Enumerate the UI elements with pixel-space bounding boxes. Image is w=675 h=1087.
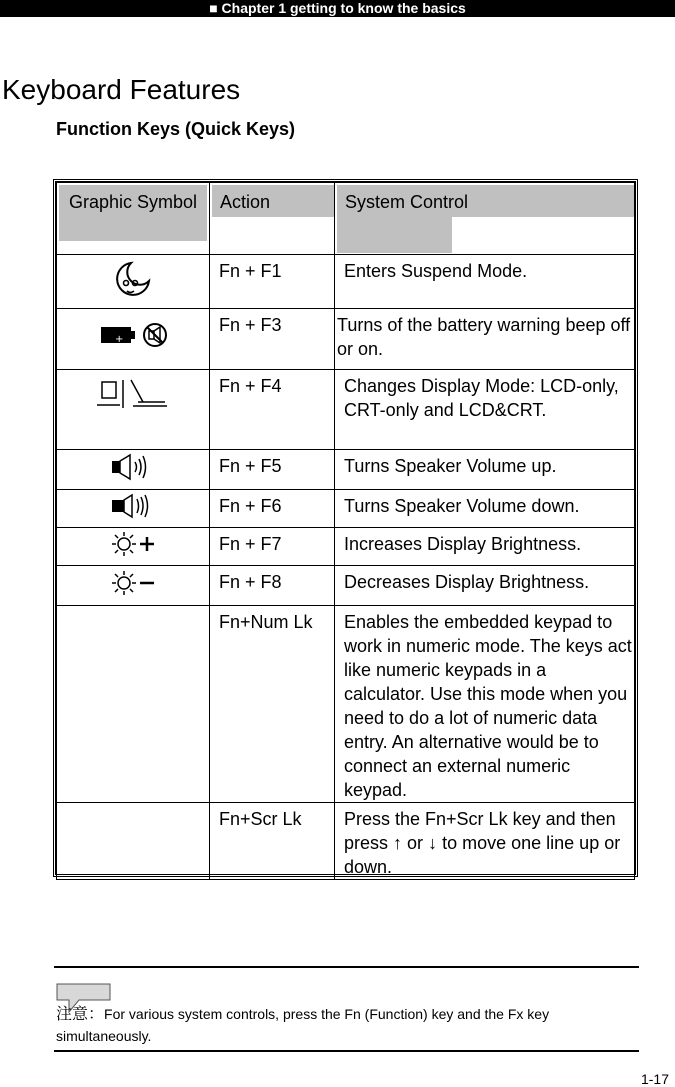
table-header-row [57,183,635,255]
note [56,1003,641,1047]
section-subtitle: Function Keys (Quick Keys) [56,119,296,139]
function-keys-table [53,179,638,877]
action-cell: Fn + F6 [210,490,335,528]
action-cell: Fn + F1 [210,255,335,309]
down-arrow-icon: ↓ [428,833,438,853]
action-cell: Fn + F8 [210,566,335,606]
table-row [57,528,635,566]
system-cell: Increases Display Brightness. [335,528,635,566]
section-title: Keyboard Features [2,74,241,105]
system-cell: Turns Speaker Volume down. [335,490,635,528]
action-cell: Fn + F5 [210,450,335,490]
system-cell: Turns of the battery warning beep off or on. [335,309,635,370]
action-cell: Fn + F3 [210,309,335,370]
system-cell: Enters Suspend Mode. [335,255,635,309]
brightness-down-icon [57,566,210,606]
system-cell: Turns Speaker Volume up. [335,450,635,490]
battery-mute-icon [57,309,210,370]
svg-text:+: + [115,334,124,345]
note-divider-top [54,966,639,968]
action-cell: Fn+Scr Lk [210,803,335,880]
display-mode-icon [57,370,210,450]
action-cell: Fn+Num Lk [210,606,335,803]
table-row [57,490,635,528]
table-row [57,370,635,450]
action-cell: Fn + F7 [210,528,335,566]
icon-cell-empty [57,803,210,880]
note-text: For various system controls, press the Fn (Function) key and the Fx key simultaneously. [56,1006,550,1044]
header-action: Action [210,183,335,255]
system-cell: Enables the embedded keypad to work in numeric mode. The keys act like numeric keypads in a calculator. Use this mode when you need to do a lot of numeric data entry. An alternative would be to connect an external numeric keypad. [335,606,635,803]
action-cell: Fn + F4 [210,370,335,450]
table-row [57,309,635,370]
header-graphic: Graphic Symbol [57,183,210,255]
table-row [57,606,635,803]
header-system: System Control [335,183,635,255]
volume-up-icon [57,450,210,490]
icon-cell-empty [57,606,210,803]
chapter-header: ■ Chapter 1 getting to know the basics [0,0,675,17]
table-row [57,803,635,880]
table-row [57,450,635,490]
system-cell: Press the Fn+Scr Lk key and then press ↑ or ↓ to move one line up or down. [335,803,635,880]
volume-down-icon [57,490,210,528]
system-cell: Changes Display Mode: LCD-only, CRT-only and LCD&CRT. [335,370,635,450]
page-number: 1-17 [640,1071,669,1087]
brightness-up-icon [57,528,210,566]
note-label: 注意： [56,1004,105,1023]
up-arrow-icon: ↑ [393,833,403,853]
table-row [57,566,635,606]
moon-icon [57,255,210,309]
table-row [57,255,635,309]
system-cell: Decreases Display Brightness. [335,566,635,606]
note-divider-bottom [54,1050,639,1052]
